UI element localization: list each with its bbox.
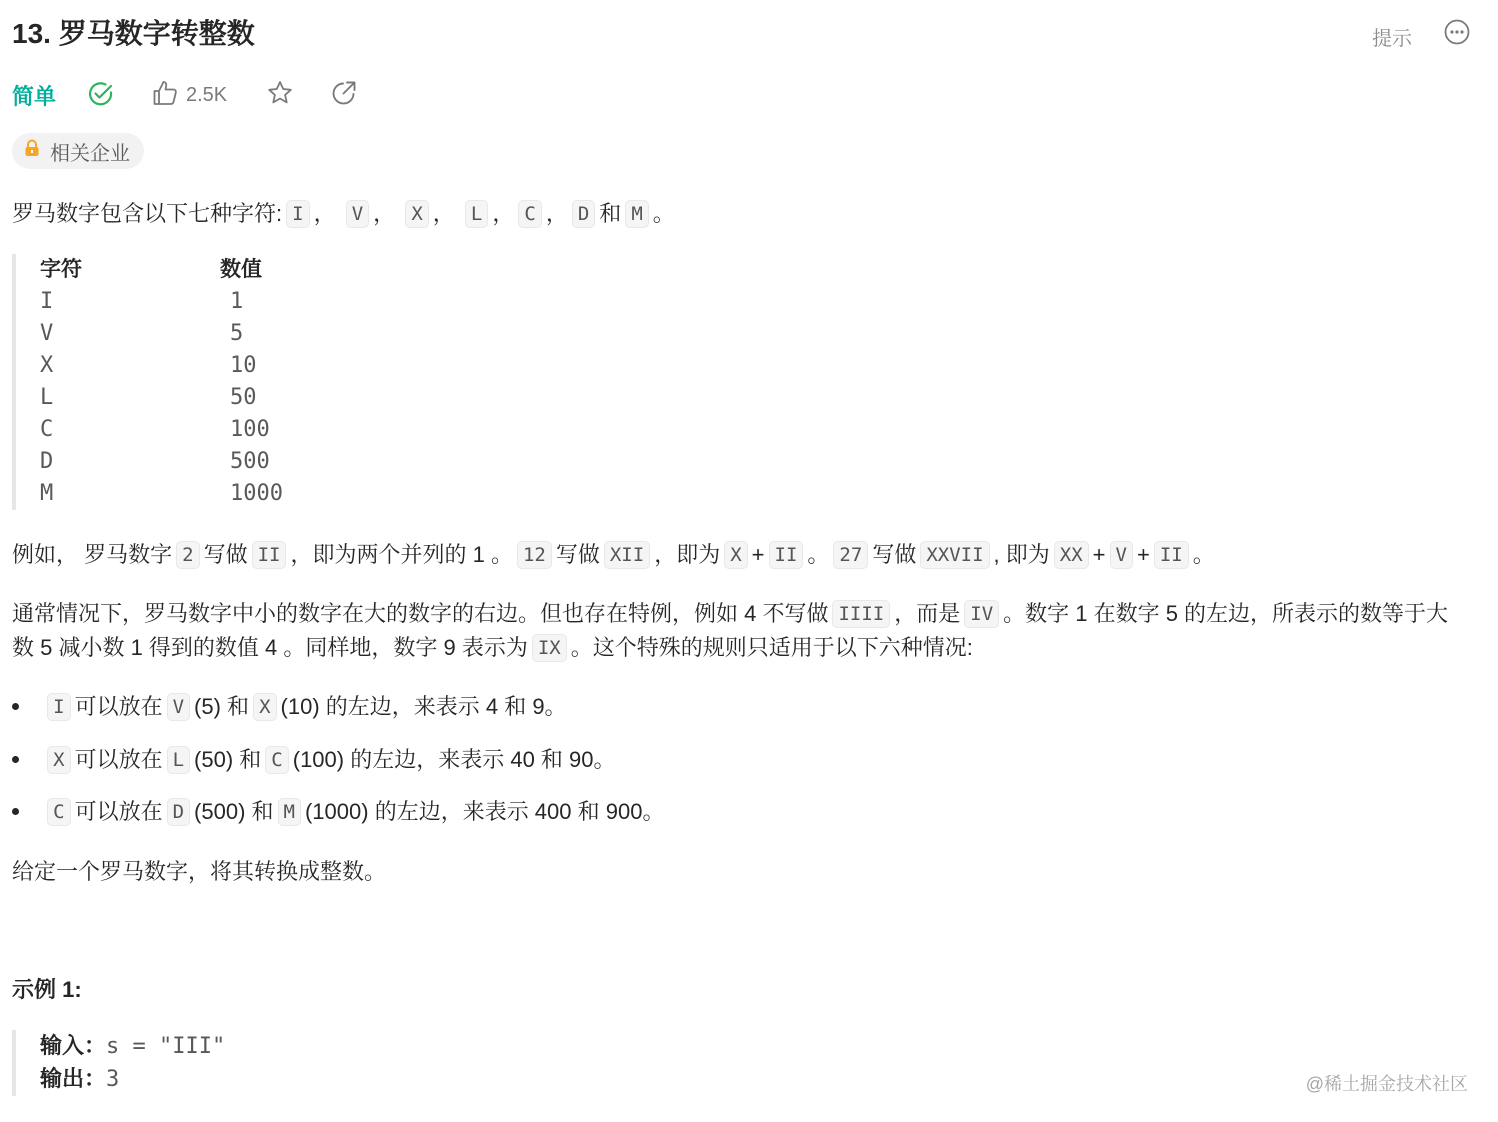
text: + xyxy=(1136,542,1150,567)
difficulty-badge: 简单 xyxy=(12,84,57,109)
inline-code: M xyxy=(625,200,648,228)
text: 。这个特殊的规则只适用于以下六种情况: xyxy=(570,635,973,660)
inline-code: V xyxy=(167,693,190,721)
inline-code: V xyxy=(1110,541,1133,569)
rule-paragraph-line-2 xyxy=(12,631,973,665)
text: (50) 和 xyxy=(194,747,262,772)
text: (5) 和 xyxy=(194,694,250,719)
input-label: 输入： xyxy=(40,1033,107,1058)
share-icon[interactable] xyxy=(330,79,358,107)
inline-code: IIII xyxy=(832,600,890,628)
text: 可以放在 xyxy=(74,799,163,824)
table-row xyxy=(40,286,283,318)
related-companies-tag[interactable] xyxy=(12,133,144,169)
inline-code: 27 xyxy=(833,541,868,569)
text: (1000) 的左边，来表示 400 和 900。 xyxy=(304,799,665,824)
text: 。 xyxy=(1192,542,1215,567)
inline-code: II xyxy=(252,541,287,569)
separator: ， xyxy=(373,201,396,226)
table-cell: X xyxy=(40,353,54,378)
text: 。 xyxy=(807,542,830,567)
inline-code: XII xyxy=(604,541,650,569)
text: 数 5 减小数 1 得到的数值 4 。同样地，数字 9 表示为 xyxy=(12,635,528,660)
table-cell: 100 xyxy=(230,417,270,442)
text: 可以放在 xyxy=(74,747,163,772)
text: , 即为 xyxy=(993,542,1050,567)
table-cell: L xyxy=(40,385,54,410)
conjunction: 和 xyxy=(599,201,622,226)
table-row xyxy=(40,382,283,414)
star-icon[interactable] xyxy=(266,79,294,107)
inline-code: C xyxy=(265,746,288,774)
inline-code: C xyxy=(518,200,541,228)
text: + xyxy=(1092,542,1106,567)
table-row xyxy=(40,478,283,510)
example-input xyxy=(40,1030,225,1063)
task-statement: 给定一个罗马数字，将其转换成整数。 xyxy=(12,859,387,884)
text: 写做 xyxy=(555,542,600,567)
table-cell: 1 xyxy=(230,289,244,314)
text: (100) 的左边，来表示 40 和 90。 xyxy=(292,747,616,772)
text: 写做 xyxy=(203,542,248,567)
text: 。数字 1 在数字 5 的左边，所表示的数等于大 xyxy=(1003,601,1449,626)
inline-code: D xyxy=(572,200,595,228)
table-cell: 500 xyxy=(230,449,270,474)
problem-title: 13. 罗马数字转整数 xyxy=(12,18,255,49)
inline-code: I xyxy=(47,693,70,721)
table-cell: M xyxy=(40,481,54,506)
list-item xyxy=(12,690,567,724)
example-heading: 示例 1: xyxy=(12,977,82,1002)
inline-code: XXVII xyxy=(920,541,989,569)
rule-paragraph-line-1 xyxy=(12,597,1448,631)
more-circle-icon[interactable] xyxy=(1443,18,1471,46)
symbol-value-table xyxy=(12,254,283,510)
table-cell: 5 xyxy=(230,321,244,346)
inline-code: II xyxy=(769,541,804,569)
column-header: 数值 xyxy=(220,258,262,281)
like-count: 2.5K xyxy=(186,84,228,106)
separator: ， xyxy=(492,201,515,226)
table-cell: 50 xyxy=(230,385,257,410)
inline-code: V xyxy=(346,200,369,228)
inline-code: I xyxy=(286,200,309,228)
lock-icon xyxy=(24,139,40,163)
text: 写做 xyxy=(872,542,917,567)
text: (10) 的左边，来表示 4 和 9。 xyxy=(280,694,567,719)
inline-code: X xyxy=(47,746,70,774)
table-row xyxy=(40,414,283,446)
table-cell: V xyxy=(40,321,54,346)
tag-label: 相关企业 xyxy=(50,142,130,165)
thumbs-up-icon xyxy=(152,79,178,112)
separator: ， xyxy=(432,201,455,226)
table-cell: 10 xyxy=(230,353,257,378)
separator: ， xyxy=(313,201,336,226)
text: ，而是 xyxy=(894,601,961,626)
table-row xyxy=(40,350,283,382)
table-row xyxy=(40,318,283,350)
check-circle-icon xyxy=(87,80,115,108)
inline-code: X xyxy=(253,693,276,721)
text: ，即为两个并列的 1 。 xyxy=(290,542,513,567)
table-cell: 1000 xyxy=(230,481,283,506)
inline-code: 2 xyxy=(176,541,199,569)
example-block xyxy=(12,1030,225,1096)
text: 可以放在 xyxy=(74,694,163,719)
text: 通常情况下，罗马数字中小的数字在大的数字的右边。但也存在特例，例如 4 不写做 xyxy=(12,601,829,626)
list-item xyxy=(12,743,616,777)
column-header: 字符 xyxy=(40,258,82,281)
period: 。 xyxy=(652,201,675,226)
inline-code: X xyxy=(405,200,428,228)
intro-paragraph xyxy=(12,197,675,231)
inline-code: M xyxy=(278,798,301,826)
inline-code: IX xyxy=(532,634,567,662)
table-cell: D xyxy=(40,449,54,474)
hint-link[interactable]: 提示 xyxy=(1372,28,1412,50)
inline-code: L xyxy=(167,746,190,774)
example-output xyxy=(40,1063,225,1096)
text: (500) 和 xyxy=(194,799,274,824)
inline-code: X xyxy=(724,541,747,569)
inline-code: D xyxy=(167,798,190,826)
text: + xyxy=(751,542,765,567)
inline-code: L xyxy=(465,200,488,228)
table-header xyxy=(40,254,283,286)
table-cell: I xyxy=(40,289,54,314)
inline-code: C xyxy=(47,798,70,826)
like-button[interactable] xyxy=(152,79,227,112)
inline-code: XX xyxy=(1054,541,1089,569)
inline-code: IV xyxy=(964,600,999,628)
inline-code: II xyxy=(1154,541,1189,569)
output-value: 3 xyxy=(106,1067,120,1092)
separator: ， xyxy=(545,201,568,226)
input-value: s = "III" xyxy=(106,1034,226,1059)
table-cell: C xyxy=(40,417,54,442)
inline-code: 12 xyxy=(517,541,552,569)
watermark: @稀土掘金技术社区 xyxy=(1305,1074,1468,1094)
list-item xyxy=(12,795,664,829)
example-paragraph xyxy=(12,538,1215,572)
output-label: 输出： xyxy=(40,1066,107,1091)
table-row xyxy=(40,446,283,478)
intro-text: 罗马数字包含以下七种字符: xyxy=(12,201,283,226)
text: ，即为 xyxy=(654,542,721,567)
text: 例如， 罗马数字 xyxy=(12,542,173,567)
